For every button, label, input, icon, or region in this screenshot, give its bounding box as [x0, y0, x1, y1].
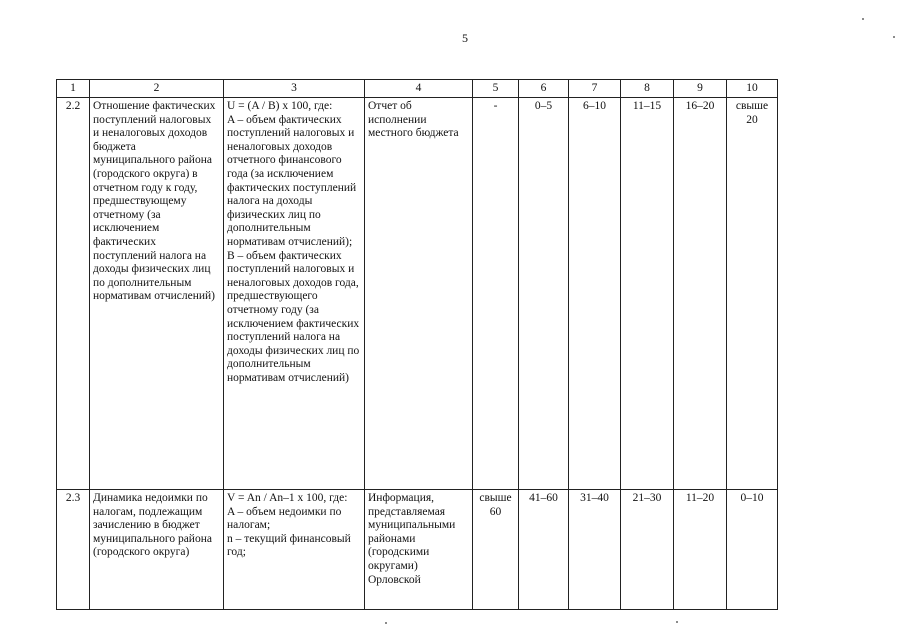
score-cell: 41–60	[519, 490, 569, 610]
header-cell: 5	[473, 80, 519, 98]
page-number: 5	[462, 31, 468, 45]
score-cell: -	[473, 98, 519, 490]
criteria-table	[56, 79, 778, 610]
header-cell: 8	[621, 80, 674, 98]
score-cell: 11–20	[674, 490, 727, 610]
score-cell: 0–10	[727, 490, 778, 610]
row-id: 2.3	[57, 490, 90, 610]
row-id: 2.2	[57, 98, 90, 490]
score-cell: 21–30	[621, 490, 674, 610]
formula-a-definition: A – объем фактических поступлений налоговых и неналоговых доходов отчетного финансового года (за исключением фактических поступлений налога на доходы физических лиц по дополнительным нормативам отчислений);	[227, 113, 357, 248]
score-cell: 16–20	[674, 98, 727, 490]
scan-speck	[676, 621, 678, 623]
header-row	[57, 80, 778, 98]
scan-speck	[893, 36, 895, 38]
header-cell: 2	[90, 80, 224, 98]
indicator-name: Динамика недоимки по налогам, подлежащим зачислению в бюджет муниципального района (городского округа)	[90, 490, 224, 610]
score-cell: свыше 20	[727, 98, 778, 490]
data-source: Отчет об исполнении местного бюджета	[365, 98, 473, 490]
formula-cell	[224, 98, 365, 490]
scan-speck	[862, 18, 864, 20]
formula-n-definition: n – текущий финансовый год;	[227, 532, 351, 559]
data-source: Информация, представляемая муниципальными районами (городскими округами) Орловской	[365, 490, 473, 610]
header-cell: 3	[224, 80, 365, 98]
header-cell: 9	[674, 80, 727, 98]
formula-a-definition: A – объем недоимки по налогам;	[227, 505, 342, 532]
score-cell: 0–5	[519, 98, 569, 490]
formula-b-definition: B – объем фактических поступлений налоговых и неналоговых доходов года, предшествующего отчетному году (за исключением фактических поступлений налога на доходы физических лиц по дополнительным нормативам отчислений)	[227, 249, 360, 384]
score-cell: 6–10	[569, 98, 621, 490]
formula: U = (A / B) x 100, где:	[227, 100, 333, 112]
header-cell: 7	[569, 80, 621, 98]
scan-speck	[385, 622, 387, 624]
formula: V = An / An–1 x 100, где:	[227, 492, 348, 504]
score-cell: 11–15	[621, 98, 674, 490]
table-row	[57, 98, 778, 490]
score-cell: 31–40	[569, 490, 621, 610]
indicator-name: Отношение фактических поступлений налоговых и неналоговых доходов бюджета муниципального района (городского округа) в отчетном году к году, предшествующему отчетному (за исключением фактических поступлений налога на доходы физических лиц по дополнительным нормативам отчислений)	[90, 98, 224, 490]
header-cell: 6	[519, 80, 569, 98]
table-row	[57, 490, 778, 610]
header-cell: 10	[727, 80, 778, 98]
header-cell: 1	[57, 80, 90, 98]
score-cell: свыше 60	[473, 490, 519, 610]
formula-cell	[224, 490, 365, 610]
header-cell: 4	[365, 80, 473, 98]
